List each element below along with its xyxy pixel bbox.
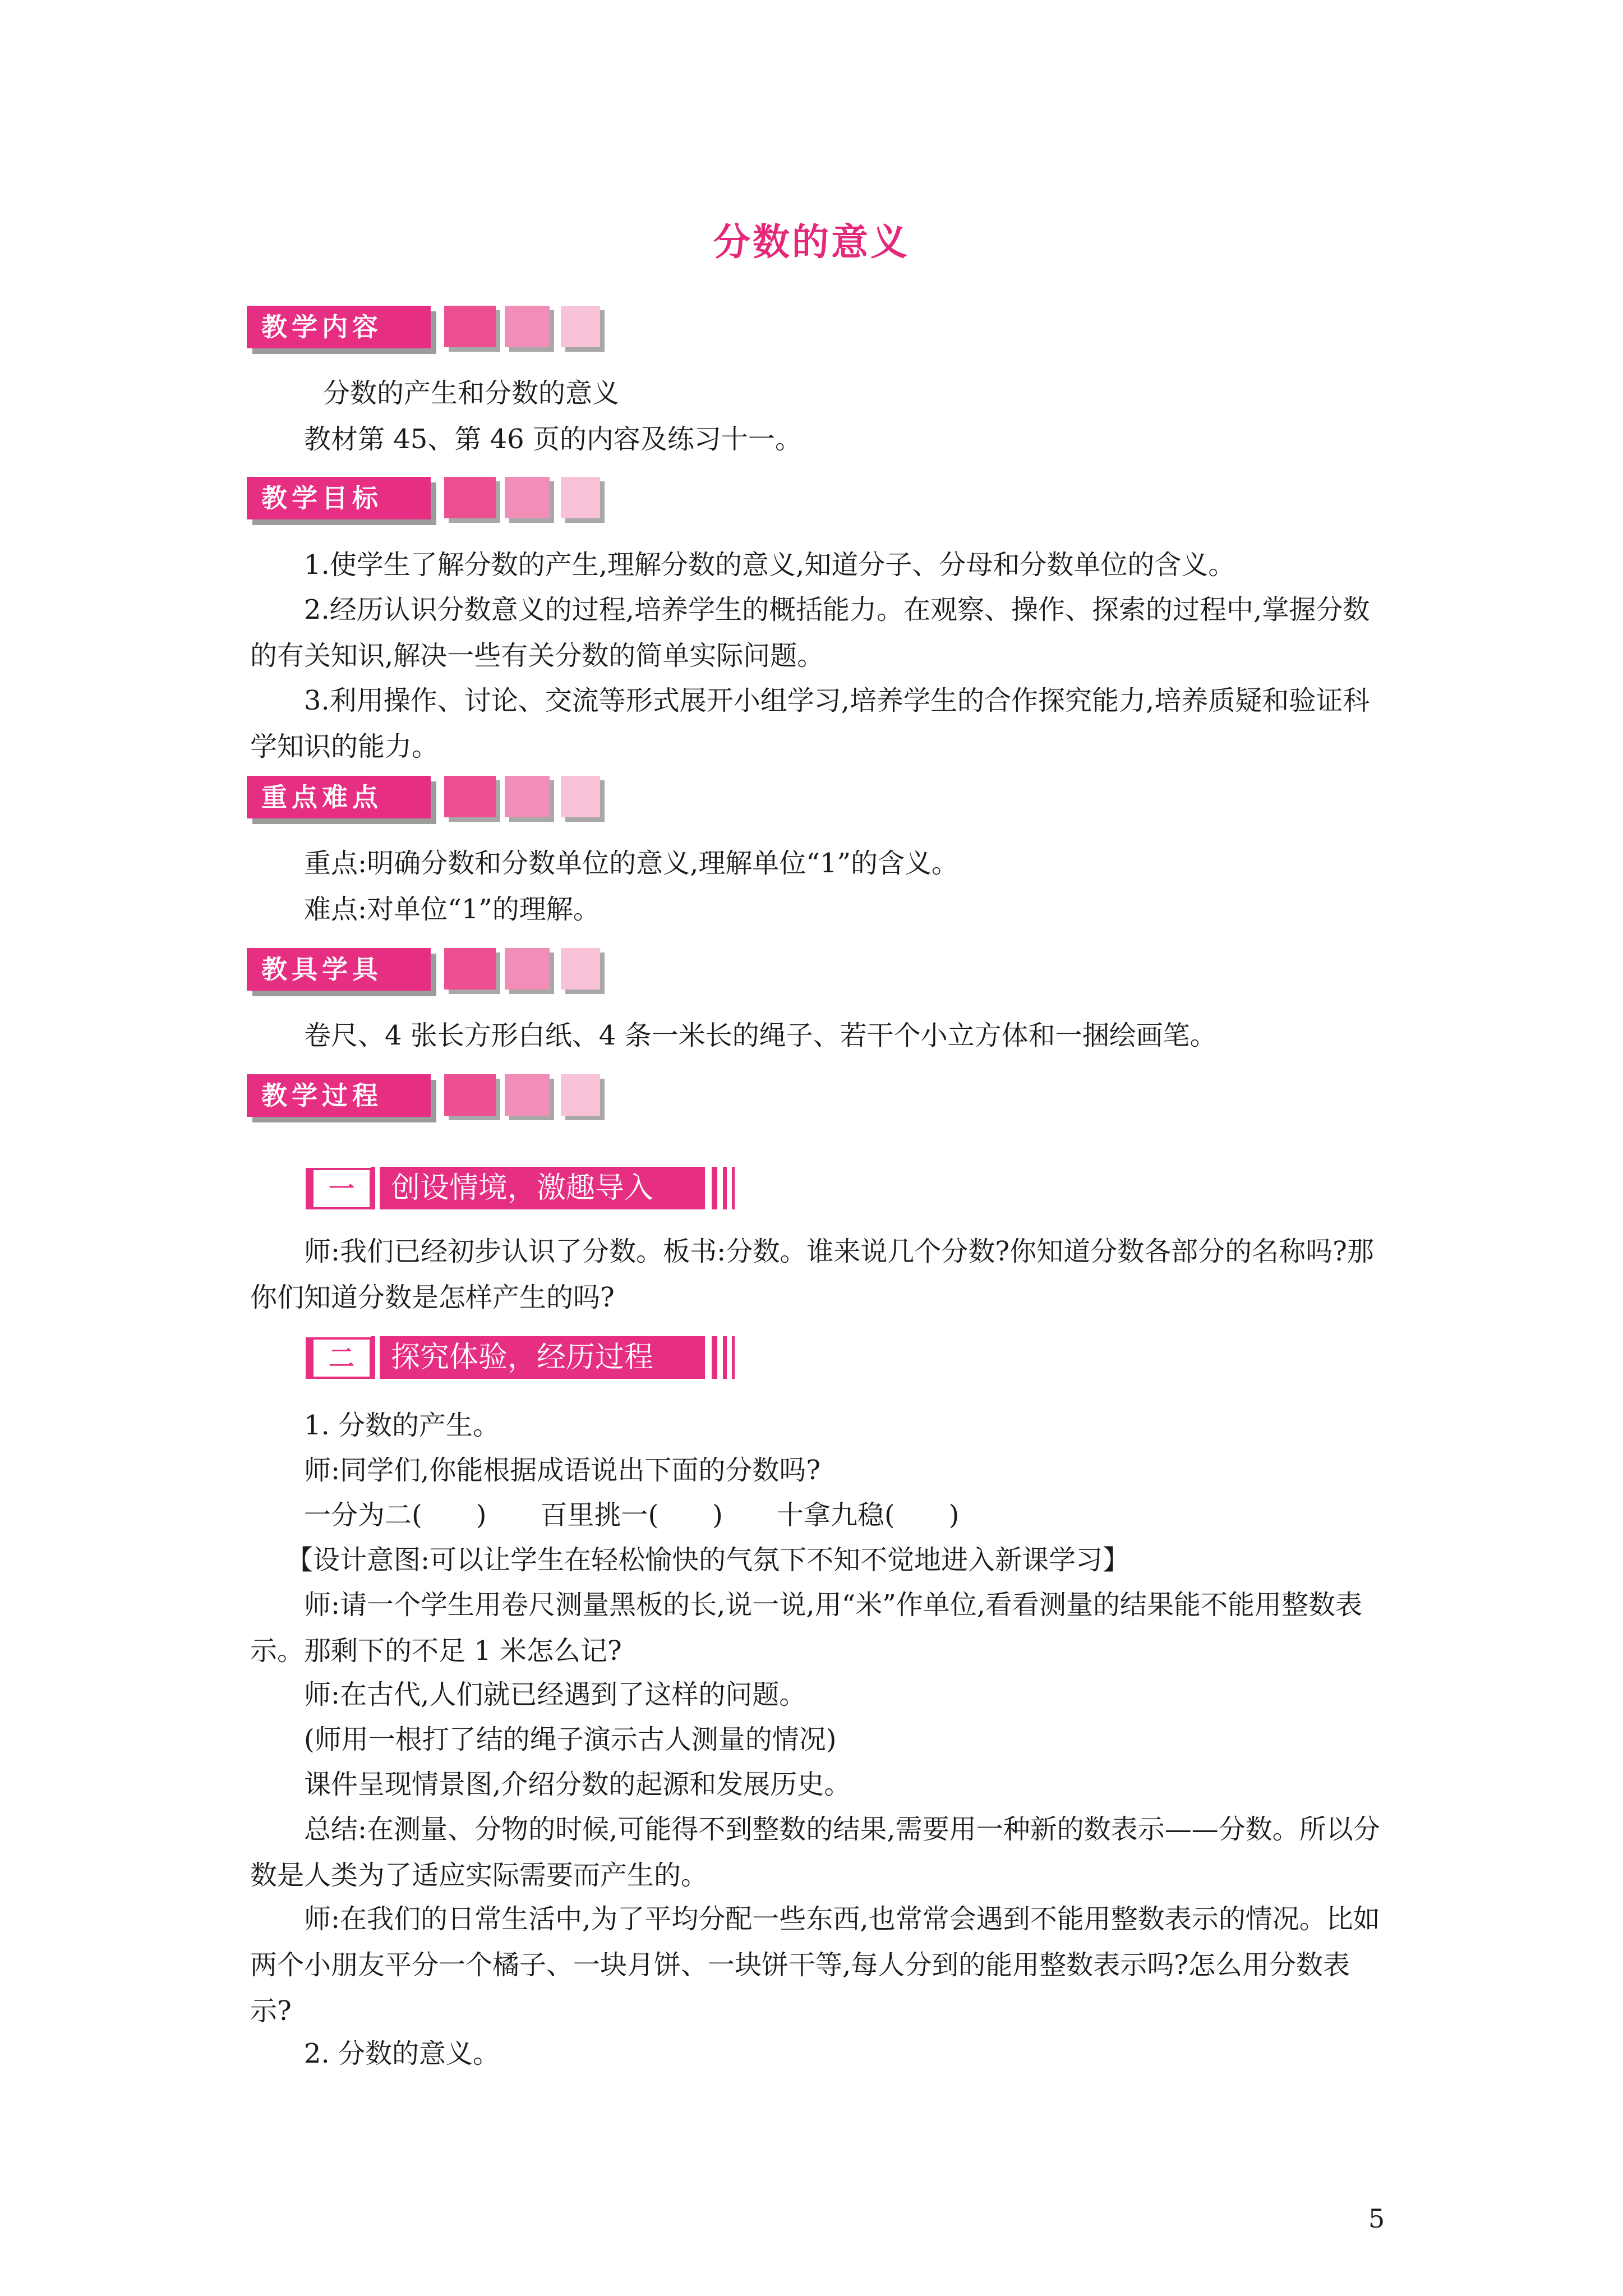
section-header-process [247,1074,606,1124]
section-label: 重点难点 [247,776,431,818]
deco-square [561,477,600,518]
step2-line-10: 师:在我们的日常生活中,为了平均分配一些东西,也常常会遇到不能用整数表示的情况。比如两个小朋友平分一个橘子、一块月饼、一块饼干等,每人分到的能用整数表示吗?怎么用分数表示? [250,1903,1380,2027]
section-header-tools [247,948,606,997]
deco-square [561,306,600,347]
deco-stripe [732,1167,735,1209]
section-header-goals [247,477,606,526]
step-number: 二 [306,1337,372,1379]
deco-square [505,1074,550,1116]
content-line-2: 教材第 45、第 46 页的内容及练习十一。 [304,424,802,455]
goal-2: 2.经历认识分数意义的过程,培养学生的概括能力。在观察、操作、探索的过程中,掌握分数的有关知识,解决一些有关分数的简单实际问题。 [250,594,1370,671]
deco-stripe [723,1167,727,1209]
step-label: 探究体验，经历过程 [380,1336,705,1379]
tools-line: 卷尺、4 张长方形白纸、4 条一米长的绳子、若干个小立方体和一捆绘画笔。 [304,1020,1217,1051]
section-label: 教学内容 [247,306,431,348]
step2-line-11: 2. 分数的意义。 [304,2038,500,2069]
deco-stripe [732,1336,735,1379]
deco-square [561,1074,600,1116]
deco-square [505,948,550,990]
section-header-content [247,306,606,355]
step2-line-3: 一分为二( ) 百里挑一( ) 十拿九稳( ) [304,1499,960,1531]
deco-square [444,1074,496,1116]
keypoint-2: 难点:对单位“1”的理解。 [304,894,600,925]
step2-line-6: 师:在古代,人们就已经遇到了这样的问题。 [304,1679,806,1710]
step2-line-2: 师:同学们,你能根据成语说出下面的分数吗? [304,1455,821,1486]
section-label: 教学目标 [247,477,431,519]
section-label: 教学过程 [247,1074,431,1117]
page-title: 分数的意义 [713,220,910,264]
page-number: 5 [1368,2203,1385,2234]
step2-line-1: 1. 分数的产生。 [304,1410,500,1441]
deco-stripe [712,1336,717,1379]
step2-line-8: 课件呈现情景图,介绍分数的起源和发展历史。 [304,1769,851,1800]
section-label: 教具学具 [247,948,431,991]
step2-line-9: 总结:在测量、分物的时候,可能得不到整数的结果,需要用一种新的数表示——分数。所以分数是人类为了适应实际需要而产生的。 [250,1814,1380,1891]
content-line-1: 分数的产生和分数的意义 [323,378,620,409]
step-header-1 [306,1167,754,1209]
step1-text: 师:我们已经初步认识了分数。板书:分数。谁来说几个分数?你知道分数各部分的名称吗?那你们知道分数是怎样产生的吗? [250,1236,1374,1313]
step2-line-5: 师:请一个学生用卷尺测量黑板的长,说一说,用“米”作单位,看看测量的结果能不能用整数表示。那剩下的不足 1 米怎么记? [250,1589,1363,1667]
deco-square [444,776,496,817]
section-header-keypoints [247,776,606,825]
deco-square [444,948,496,990]
deco-square [505,477,550,518]
step-header-2 [306,1336,754,1379]
deco-square [505,776,550,817]
goal-1: 1.使学生了解分数的产生,理解分数的意义,知道分子、分母和分数单位的含义。 [304,549,1235,581]
goal-3: 3.利用操作、讨论、交流等形式展开小组学习,培养学生的合作探究能力,培养质疑和验证科学知识的能力。 [250,685,1370,762]
step-label: 创设情境，激趣导入 [380,1167,705,1209]
design-intent: 【设计意图:可以让学生在轻松愉快的气氛下不知不觉地进入新课学习】 [286,1544,1130,1576]
keypoint-1: 重点:明确分数和分数单位的意义,理解单位“1”的含义。 [304,848,959,879]
deco-square [505,306,550,347]
deco-stripe [712,1167,717,1209]
step2-line-7: (师用一根打了结的绳子演示古人测量的情况) [304,1724,837,1755]
deco-stripe [723,1336,727,1379]
step-number: 一 [306,1168,372,1209]
deco-square [561,776,600,817]
deco-square [561,948,600,990]
deco-square [444,306,496,347]
deco-square [444,477,496,518]
